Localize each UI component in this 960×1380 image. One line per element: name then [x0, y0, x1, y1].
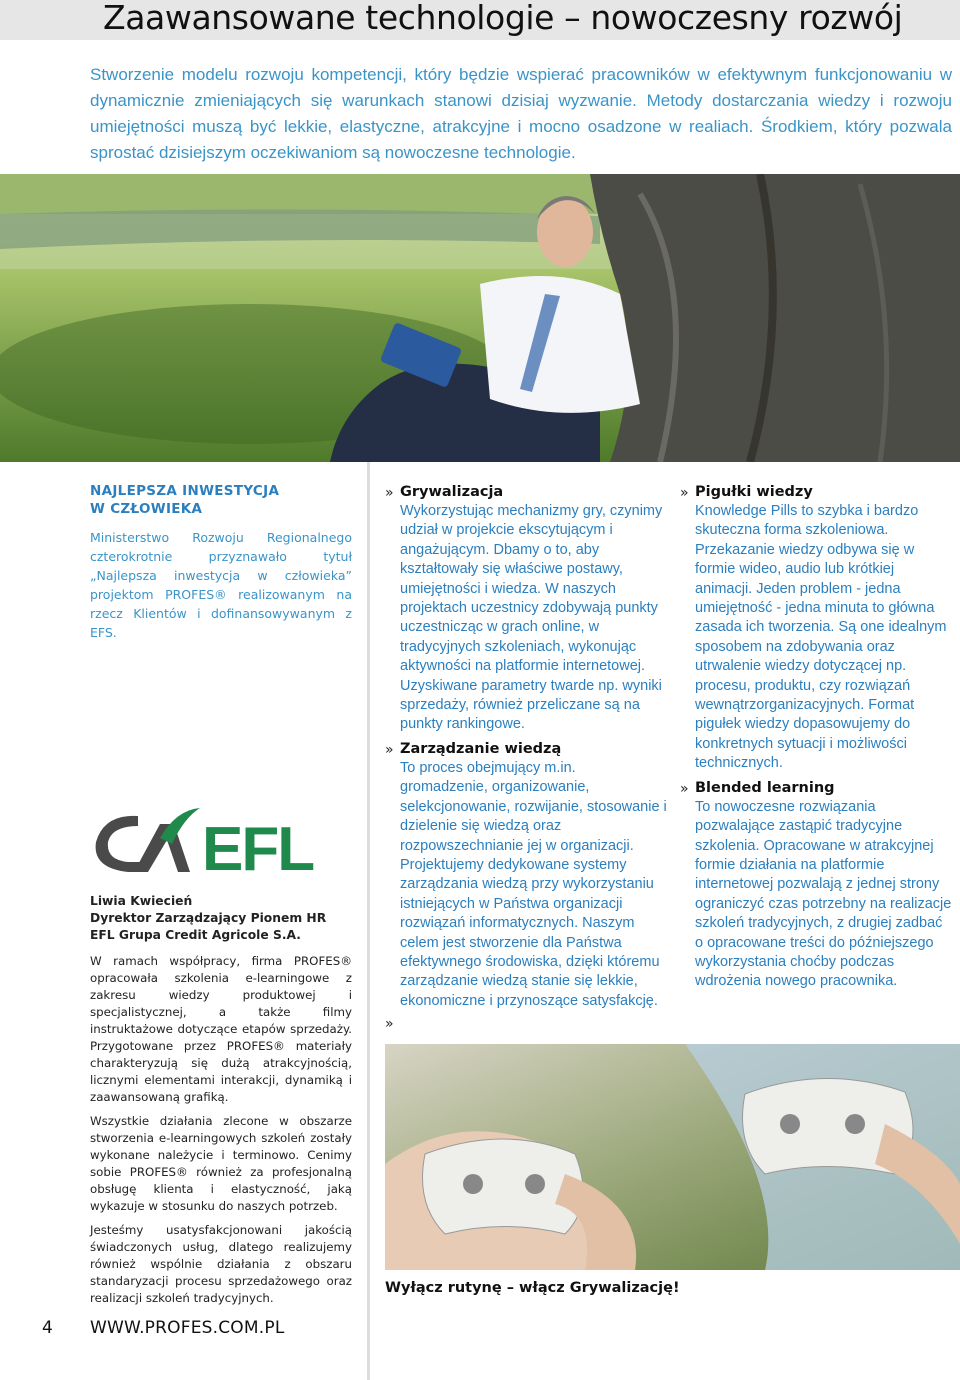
efl-logo: [90, 808, 326, 878]
chevron-bullet-icon: »: [385, 741, 394, 758]
signature-name: Liwia Kwiecień: [90, 894, 193, 908]
testimonial-paragraph: Wszystkie działania zlecone w obszarze stworzenia e-learningowych szkoleń zostały wykonane należycie i terminowo. Cenimy sobie PROFES® również za profesjonalną obsługę klienta i elastyczność, jaką wykazuje w stosunku do naszych potrzeb.: [90, 1114, 352, 1213]
chevron-bullet-icon: »: [385, 1016, 394, 1032]
game-controllers-illustration: [385, 1044, 960, 1270]
features-right-column: [680, 482, 952, 996]
award-block: [90, 482, 352, 642]
feature-knowledge-pills: [680, 482, 952, 774]
feature-text: To proces obejmujący m.in. gromadzenie, organizowanie, selekcjonowanie, rozwijanie, stosowanie i dzielenie się wiedzą oraz rozpowszechnianie jej w organizacji. Projektujemy dedykowane systemy zarządzania wiedzą przy wykorzystaniu istniejących w Państwa organizacji rozwiązań informatycznych. Naszym celem jest stworzenie dla Państwa efektywnego środowiska, dzięki któremu zarządzanie wiedzą stanie się lekkie, ekonomiczne i przynoszące satysfakcję.: [400, 759, 667, 1009]
feature-text: To nowoczesne rozwiązania pozwalające zastąpić tradycyjne szkolenia. Opracowane w atrakcyjnej formie działania na platformie internetowej pozwalają z jednej strony ograniczyć czas potrzebny na realizacje szkoleń tradycyjnych, z drugiej zadbać o opracowane treści do późniejszego wykorzystania choćby podczas wdrożenia nowego pracownika.: [695, 798, 952, 990]
award-title-line-1: NAJLEPSZA INWESTYCJA: [90, 483, 280, 499]
games-caption: Wyłącz rutynę – włącz Grywalizację!: [385, 1280, 680, 1296]
efl-logo-text: EFL: [202, 815, 314, 878]
feature-title: Blended learning: [695, 779, 835, 796]
page-number: 4: [42, 1318, 53, 1338]
signature-role: Dyrektor Zarządzający Pionem HR: [90, 911, 327, 925]
signature-company: EFL Grupa Credit Agricole S.A.: [90, 928, 301, 942]
testimonial-paragraph: W ramach współpracy, firma PROFES® opracowała szkolenia e-learningowe z zakresu wiedzy produktowej i specjalistycznej, a także filmy instruktażowe dotyczące etapów sprzedaży. Przygotowane przez PROFES® materiały charakteryzują się dużą atrakcyjnością, licznymi elementami interakcji, dynamiką i zaawansowaną grafiką.: [90, 954, 352, 1104]
testimonial: [90, 953, 352, 1314]
hero-photo-businessman-under-tree: [0, 174, 960, 462]
award-title-line-2: W CZŁOWIEKA: [90, 501, 203, 517]
efl-logo-mark: [90, 808, 326, 878]
feature-blended-learning: [680, 778, 952, 992]
website-link[interactable]: WWW.PROFES.COM.PL: [90, 1318, 285, 1338]
feature-text: Wykorzystując mechanizmy gry, czynimy udział w projekcie ekscytującym i angażującym. Dbamy o to, aby kształtowały się właściwe postawy, umiejętności i wiedza. W naszych projektach uczestnicy zdobywają punkty uczestnicząc w grach online, w tradycyjnych szkoleniach, wykonując aktywności na platformie internetowej. Uzyskiwane parametry twarde np. wyniki sprzedaży, również przeliczane są na punkty rankingowe.: [400, 503, 663, 733]
chevron-bullet-icon: »: [385, 485, 394, 501]
testimonial-paragraph: Jesteśmy usatysfakcjonowani jakością świadczonych usług, dlatego realizujemy również wspólnie działania z obszaru standaryzacji procesu sprzedażowego oraz realizacji szkoleń tradycyjnych.: [90, 1223, 352, 1305]
award-title: [90, 482, 352, 518]
hero-illustration: [0, 174, 960, 462]
chevron-bullet-icon: »: [680, 485, 689, 501]
feature-gamification: [385, 482, 667, 735]
column-divider: [367, 462, 370, 1380]
feature-title: Pigułki wiedzy: [695, 484, 813, 500]
feature-knowledge-management: [385, 739, 667, 1011]
intro-paragraph: Stworzenie modelu rozwoju kompetencji, który będzie wspierać pracowników w efektywnym funkcjonowaniu w dynamicznie zmieniających się warunkach stanowi dzisiaj wyzwanie. Metody dostarczania wiedzy i rozwoju umiejętności muszą być lekkie, elastyczne, atrakcyjne i mocno osadzone w realiach. Środkiem, który pozwala sprostać dzisiejszym oczekiwaniom są nowoczesne technologie.: [90, 65, 952, 162]
features-middle-column: [385, 482, 667, 1015]
chevron-bullet-icon: »: [680, 780, 689, 797]
award-text: Ministerstwo Rozwoju Regionalnego czterokrotnie przyznawało tytuł „Najlepsza inwestycja w człowieka” projektom PROFES® realizowanym na rzecz Klientów i dofinansowywanym z EFS.: [90, 530, 352, 640]
page-title: Zaawansowane technologie – nowoczesny rozwój: [103, 0, 903, 37]
signature-block: [90, 893, 352, 944]
feature-title: Grywalizacja: [400, 484, 504, 500]
feature-text: Knowledge Pills to szybka i bardzo skuteczna forma szkoleniowa. Przekazanie wiedzy odbywa się w formie wideo, audio lub krótkiej animacji. Jeden problem - jedna umiejętność - jedna minuta to główna zasada ich tworzenia. Są one idealnym sposobem na zdobywania oraz utrwalenie wiedzy dotyczącej np. procesu, produktu, czy rozwiązań wewnątrzorganizacyjnych. Format pigułek wiedzy dopasowujemy do konkretnych sytuacji i możliwości technicznych.: [695, 503, 947, 772]
photo-game-controllers: [385, 1044, 960, 1270]
feature-title: Zarządzanie wiedzą: [400, 740, 562, 757]
